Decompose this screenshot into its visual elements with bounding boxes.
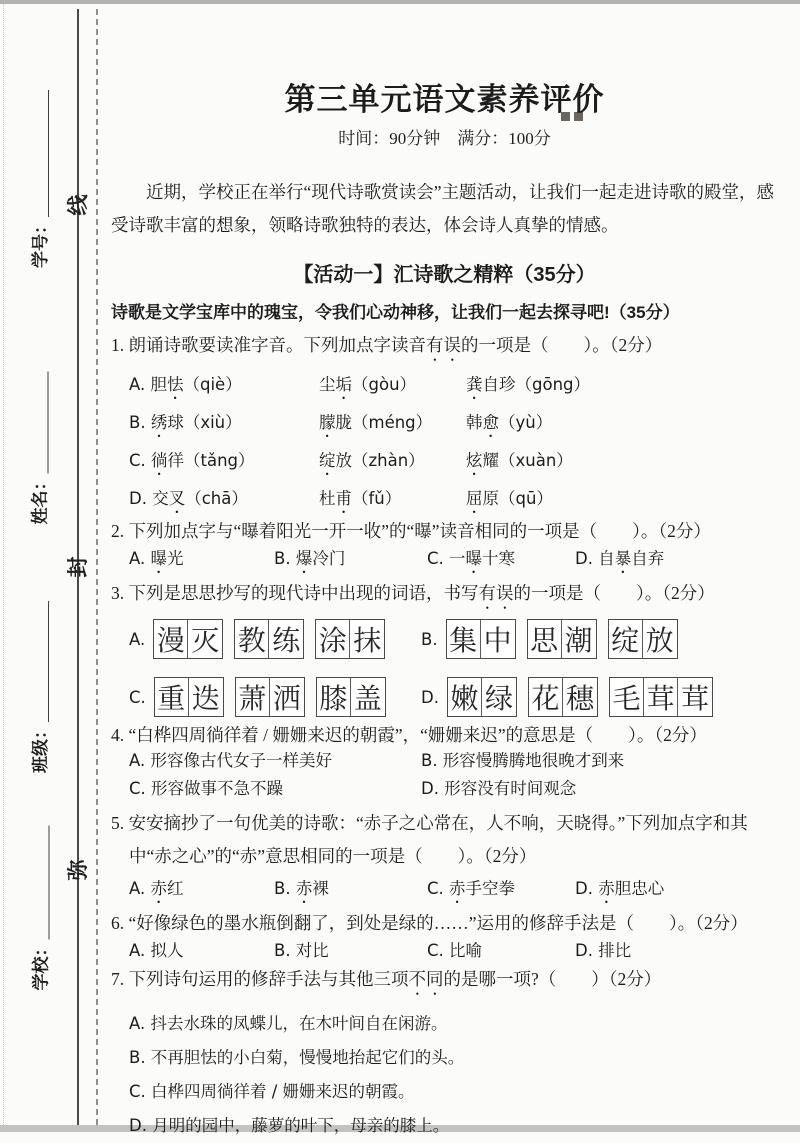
question-1-row-b [129,408,778,441]
option-a: A. 赤红 [129,879,184,898]
option-b1: B. 绣球（xiù） [129,413,242,432]
handwritten-word-box: 嫩 绿 [447,677,517,717]
option-c: C. 一曝十寒 [427,549,516,568]
question-1-row-a [129,370,778,403]
question-3-row-2 [129,677,778,717]
seal-char-feng: 封 [66,556,90,578]
option-b: B. 爆冷门 [274,549,346,568]
option-d: D. 赤胆忠心 [575,879,665,898]
question-2-options [111,547,778,577]
option-a: A. 拟人 [129,941,184,960]
option-c1: C. 徜徉（tǎng） [129,451,255,470]
activity-1-intro: 诗歌是文学宝库中的瑰宝，令我们心动神移，让我们一起去探寻吧!（35分） [111,303,680,322]
option-c3: 炫耀（xuàn） [466,451,573,470]
handwritten-word-box: 漫 灭 [153,619,223,659]
option-b3: 韩愈（yù） [466,413,553,432]
question-5-options [111,877,778,907]
handwritten-word-box: 集 中 [446,619,516,659]
option-d2: 杜甫（fǔ） [319,489,402,508]
question-3-options [111,619,778,717]
question-3-group-c [129,677,421,717]
handwritten-word-box: 膝 盖 [316,677,386,717]
name-blank-line [48,372,49,474]
name-label: 姓名： [30,473,50,525]
question-1-options [111,370,778,517]
handwritten-word-box: 花 穗 [528,677,598,717]
option-c: C. 白桦四周徜徉着 / 姗姗来迟的朝霞。 [129,1082,415,1101]
student-id-label: 学号： [31,217,50,268]
margin-field-school [29,826,53,991]
option-a: A. 曝光 [129,549,184,568]
question-4-stem: 4. “白桦四周徜徉着 / 姗姗来迟的朝霞”，“姗姗来迟”的意思是（ ）。（2分） [111,725,707,745]
margin-field-name [28,372,52,525]
option-c: C. 形容做事不急不躁 [129,779,284,798]
option-b: B. 形容慢腾腾地很晚才到来 [421,751,625,770]
option-b2: 朦胧（méng） [319,413,433,432]
option-d: D. 自暴自弃 [575,549,665,568]
option-d: D. 排比 [575,941,632,960]
option-d3: 屈原（qū） [466,489,553,508]
option-a-label: A. [129,629,146,649]
option-c: C. 赤手空拳 [427,879,516,898]
question-1-stem: 1. 朗诵诗歌要读准字音。下列加点字读音有误的一项是（ ）。（2分） [111,335,663,355]
question-3-stem: 3. 下列是思思抄写的现代诗中出现的词语，书写有误的一项是（ ）。（2分） [111,583,715,603]
handwritten-word-box: 重 迭 [154,677,224,717]
question-3-group-b [421,619,678,659]
option-d: D. 月明的园中，藤萝的叶下，母亲的膝上。 [129,1116,450,1135]
margin-field-class [28,601,52,773]
option-d1: D. 交叉（chā） [129,489,248,508]
handwritten-word-box: 涂 抹 [315,619,385,659]
option-a2: 尘垢（gòu） [319,375,417,394]
student-id-blank-line [48,90,49,217]
option-b-label: B. [421,629,438,649]
school-blank-line [49,826,50,940]
question-2-stem: 2. 下列加点字与“曝着阳光一开一收”的“曝”读音相同的一项是（ ）。（2分） [111,521,711,541]
option-a1: A. 胆怯（qiè） [129,375,242,394]
question-3-group-d [421,677,713,717]
option-b: B. 赤裸 [274,879,329,898]
option-a: A. 形容像古代女子一样美好 [129,751,332,770]
handwritten-word-box: 毛 茸 茸 [609,677,713,717]
seal-char-xian: 线 [66,194,90,216]
handwritten-word-box: 绽 放 [608,619,678,659]
question-4-options [111,749,778,801]
option-c: C. 比喻 [427,941,483,960]
option-c-label: C. [129,687,146,707]
question-5-stem: 5. 安安摘抄了一句优美的诗歌：“赤子之心常在，人不响，天晓得。”下列加点字和其中“赤之心”的“赤”意思相同的一项是（ ）。（2分） [111,813,748,866]
option-d: D. 形容没有时间观念 [421,779,577,798]
handwritten-word-box: 教 练 [234,619,304,659]
question-6-options [111,939,778,963]
page-title: 第三单元语文素养评价 [284,82,605,117]
seal-char-mi: 弥 [66,859,90,881]
intro-paragraph: 近期，学校正在举行“现代诗歌赏读会”主题活动，让我们一起走进诗歌的殿堂，感受诗歌丰富的想象，领略诗歌独特的表达，体会诗人真挚的情感。 [111,182,775,235]
question-1-row-d [129,484,778,517]
option-c2: 绽放（zhàn） [319,451,425,470]
option-b: B. 不再胆怯的小白菊，慢慢地抬起它们的头。 [129,1048,465,1067]
option-d-label: D. [421,687,439,707]
class-blank-line [48,601,49,722]
option-b: B. 对比 [274,941,329,960]
question-7-options [111,1007,778,1143]
question-1-row-c [129,446,778,479]
class-label: 班级： [31,722,50,773]
paper-content [97,0,800,1143]
activity-1-heading: 【活动一】汇诗歌之精粹（35分） [293,264,596,286]
school-label: 学校： [31,939,51,991]
question-3-row-1 [129,619,778,659]
photo-left-edge [3,4,4,1125]
handwritten-word-box: 思 潮 [527,619,597,659]
question-3-group-a [129,619,421,659]
option-a: A. 抖去水珠的凤蝶儿，在木叶间自在闲游。 [129,1014,448,1033]
handwritten-word-box: 萧 洒 [235,677,305,717]
exam-time-score-info: 时间：90分钟 满分：100分 [338,129,551,148]
option-a3: 龚自珍（gōng） [466,375,590,394]
question-7-stem: 7. 下列诗句运用的修辞手法与其他三项不同的是哪一项?（ ）（2分） [111,969,662,989]
margin-field-student-id [28,90,52,268]
question-6-stem: 6. “好像绿色的墨水瓶倒翻了，到处是绿的……”运用的修辞手法是（ ）。（2分） [111,913,748,933]
